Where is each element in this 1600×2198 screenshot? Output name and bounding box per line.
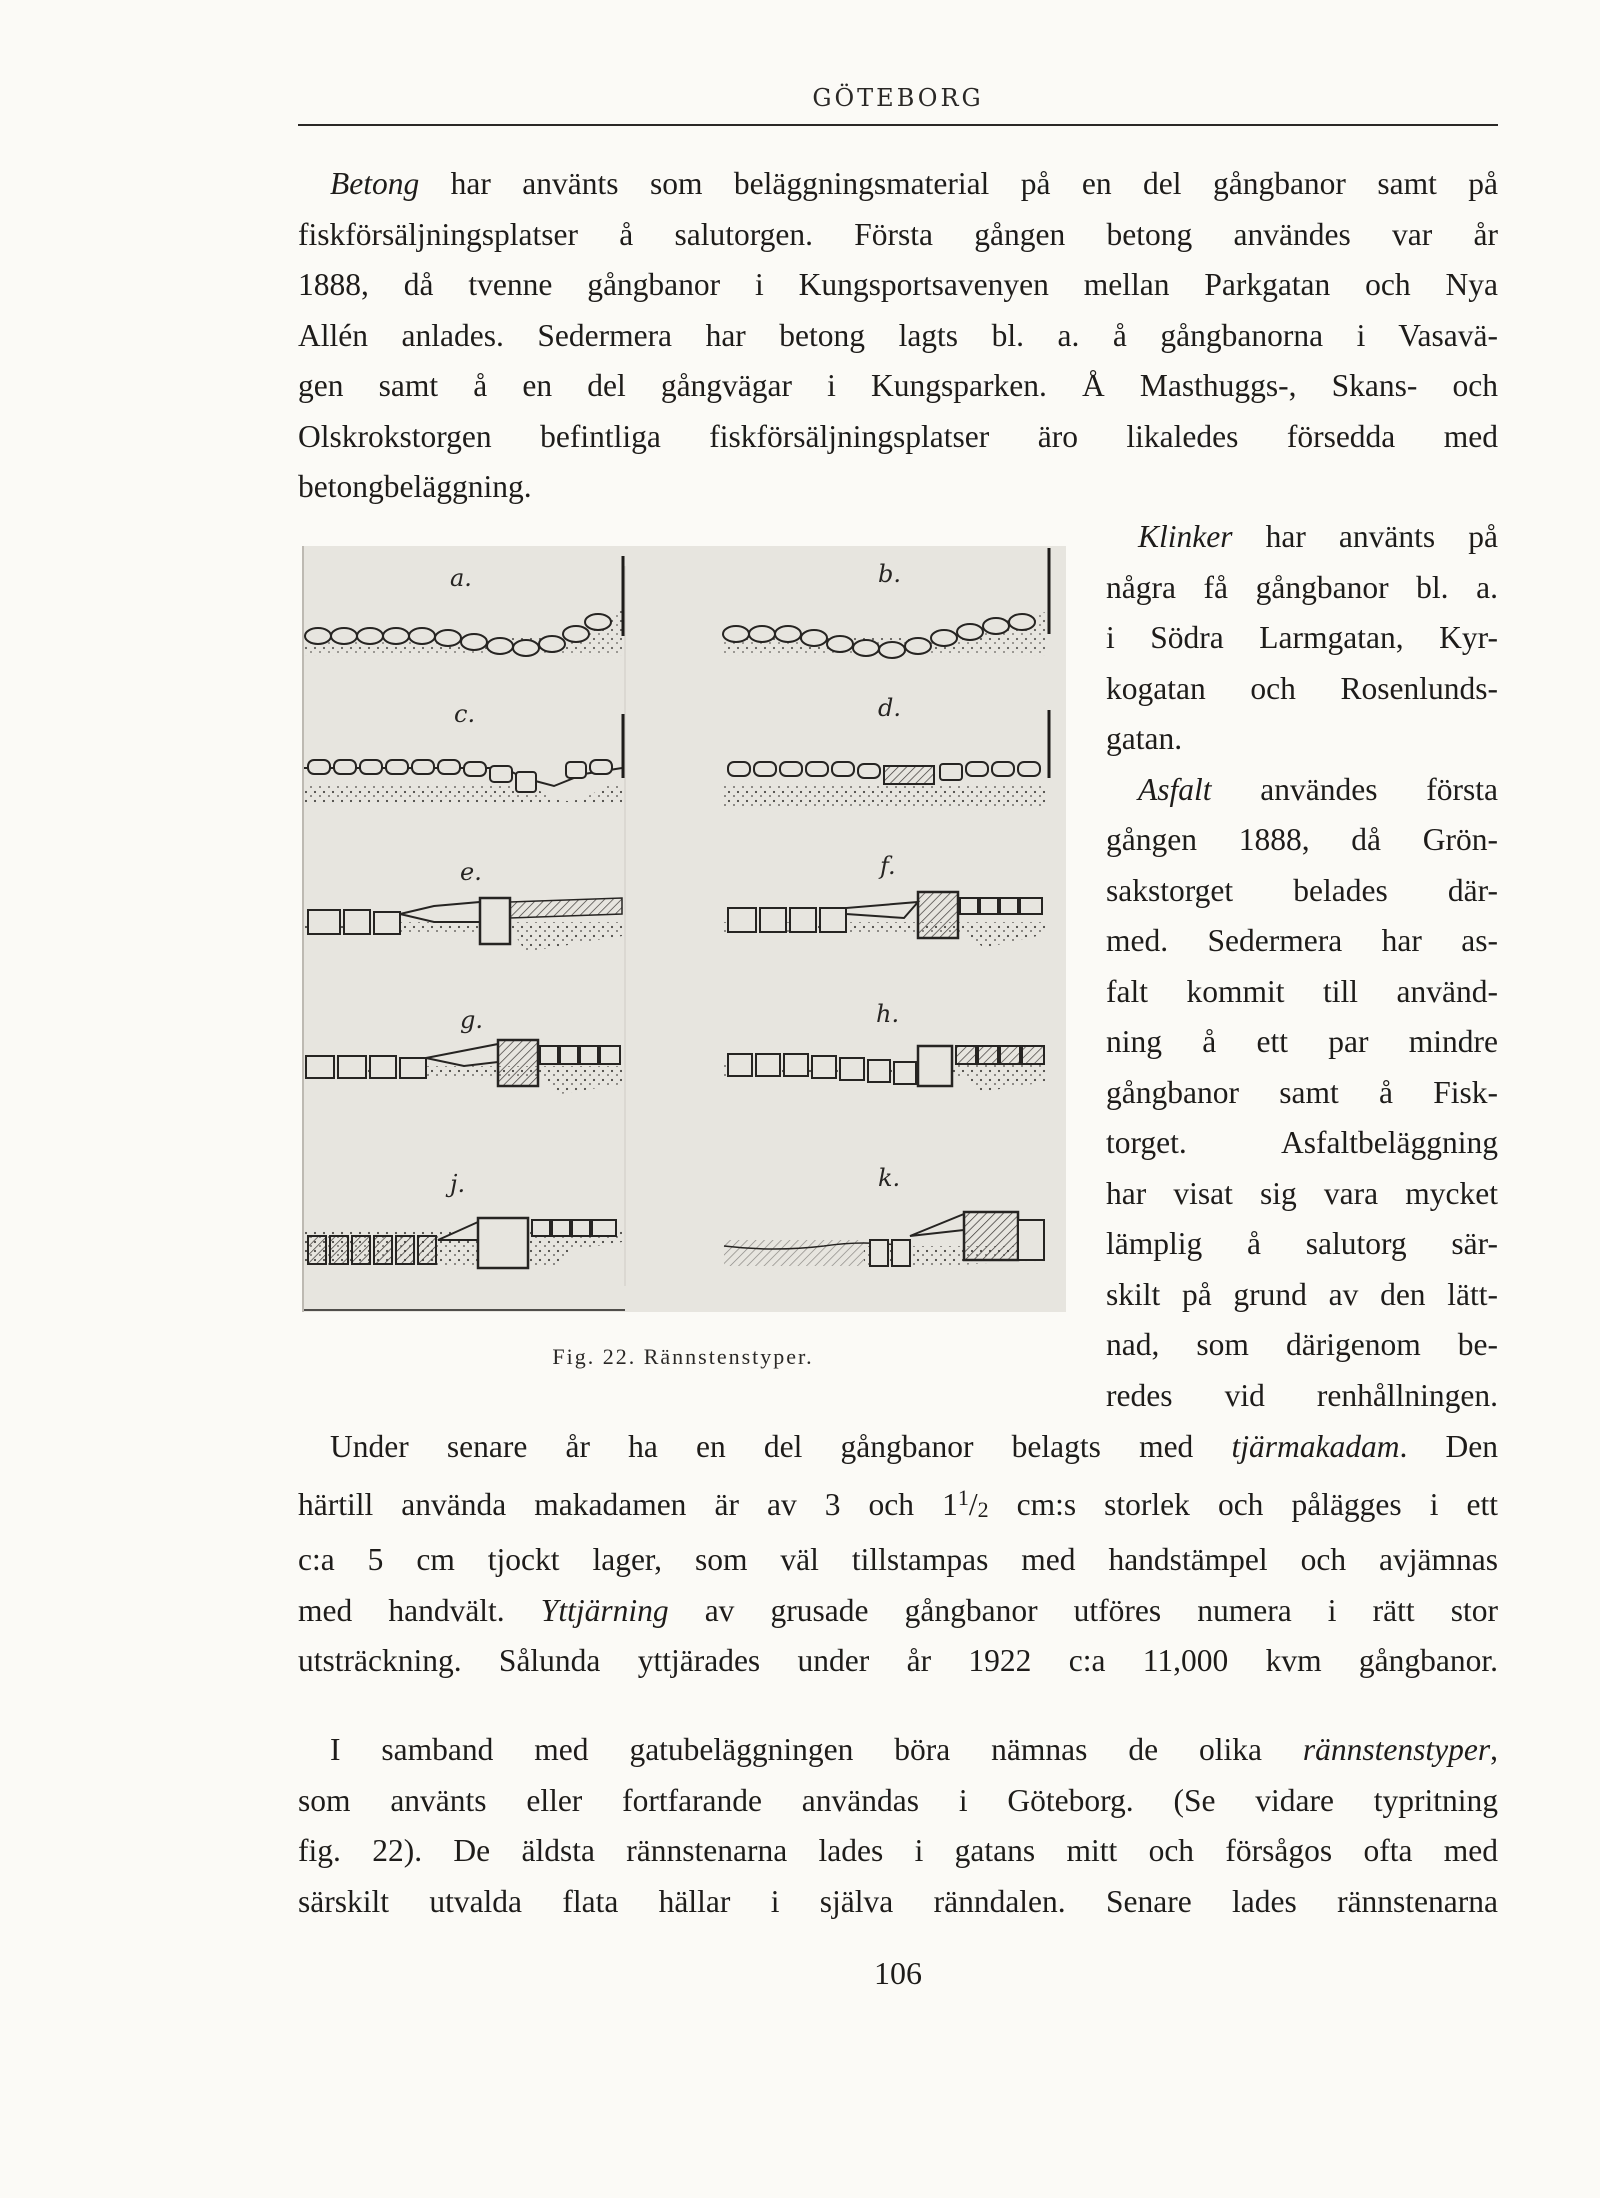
panel-label-b: b.	[878, 560, 901, 588]
side-column	[1106, 512, 1498, 1421]
emphasis-asfalt: Asfalt	[1138, 771, 1212, 807]
gutter-paragraph	[298, 1725, 1498, 1927]
text-line: Under senare år ha en del gångbanor belagts med tjärmakadam. Den	[330, 1429, 1498, 1464]
text-line: gångbanor samt å Fisk-	[1106, 1074, 1498, 1110]
text-line: redes vid renhållningen.	[1106, 1377, 1498, 1413]
emphasis-tjarmakadam: tjärmakadam	[1231, 1429, 1400, 1464]
text-line: falt kommit till använd-	[1106, 973, 1498, 1009]
page-number: 106	[874, 1955, 922, 1991]
text-line: utsträckning. Sålunda yttjärades under år 1922 c:a 11,000 kvm gångbanor.	[298, 1643, 1498, 1678]
text-line: fig. 22). De äldsta rännstenarna lades i gatans mitt och försågos ofta med	[298, 1833, 1498, 1868]
text-line: Olskrokstorgen befintliga fiskförsäljningsplatser äro likaledes försedda med	[298, 418, 1498, 454]
text-line: 1888, då tvenne gångbanor i Kungsportsavenyen mellan Parkgatan och Nya	[298, 267, 1498, 302]
gutter-types-figure	[302, 546, 1066, 1312]
text-line: c:a 5 cm tjockt lager, som väl tillstampas med handstämpel och avjämnas	[298, 1542, 1498, 1577]
text-line: I samband med gatubeläggningen böra nämnas de olika rännstenstyper,	[330, 1732, 1498, 1767]
panel-label-a: a.	[450, 564, 472, 592]
text-line: skilt på grund av den lätt-	[1106, 1276, 1498, 1312]
text-line: Asfalt användes första	[1138, 771, 1498, 807]
panel-label-g: g.	[460, 1006, 483, 1034]
text-line: nad, som därigenom be-	[1106, 1327, 1498, 1362]
text-line: fiskförsäljningsplatser å salutorgen. Första gången betong användes var år	[298, 216, 1498, 252]
panel-label-c: c.	[454, 700, 476, 728]
text-line: Klinker har använts på	[1138, 519, 1498, 554]
text-line: kogatan och Rosenlunds-	[1106, 670, 1498, 706]
panel-label-f: f.	[880, 852, 896, 880]
text-line: lämplig å salutorg sär-	[1106, 1226, 1498, 1261]
text-line: i Södra Larmgatan, Kyr-	[1106, 620, 1498, 655]
text-line: några få gångbanor bl. a.	[1106, 569, 1498, 605]
figure-illustration	[304, 546, 1066, 1312]
text-line: gången 1888, då Grön-	[1106, 822, 1498, 857]
intro-paragraph	[298, 159, 1498, 513]
text-line: Betong har använts som beläggningsmaterial på en del gångbanor samt på	[330, 166, 1498, 201]
text-line: sakstorget belades där-	[1106, 872, 1498, 908]
text-line: härtill använda makadamen är av 3 och $1^1/2$ cm:s storlek och pålägges i ett	[298, 1484, 1498, 1522]
text-line: Allén anlades. Sedermera har betong lagts bl. a. å gångbanorna i Vasavä-	[298, 317, 1498, 353]
fraction-slash: /	[968, 1486, 978, 1522]
text-line: gatan.	[1106, 721, 1183, 756]
panel-label-k: k.	[878, 1164, 901, 1192]
text-line: med handvält. Yttjärning av grusade gångbanor utföres numera i rätt stor	[298, 1592, 1499, 1628]
text-line: ning å ett par mindre	[1106, 1024, 1498, 1059]
text-line: har visat sig vara mycket	[1106, 1175, 1498, 1211]
text-line: som använts eller fortfarande användas i Göteborg. (Se vidare typritning	[298, 1782, 1498, 1818]
fraction-numerator: 1	[957, 1484, 969, 1510]
text-line: särskilt utvalda flata hällar i själva ränndalen. Senare lades rännstenarna	[298, 1883, 1498, 1919]
text-line: torget. Asfaltbeläggning	[1106, 1125, 1498, 1160]
figure-caption: Fig. 22. Rännstenstyper.	[552, 1344, 814, 1369]
panel-label-h: h.	[876, 1000, 900, 1028]
emphasis-betong: Betong	[330, 166, 420, 201]
text-line: gen samt å en del gångvägar i Kungsparken. Å Masthuggs-, Skans- och	[298, 368, 1498, 403]
makadam-paragraph	[298, 1422, 1498, 1687]
emphasis-yttjarning: Yttjärning	[540, 1592, 669, 1628]
panel-label-j: j.	[450, 1170, 466, 1198]
running-title: GÖTEBORG	[812, 84, 984, 112]
fraction-denominator: 2	[977, 1496, 989, 1522]
emphasis-rannstenstyper: rännstenstyper	[1302, 1732, 1491, 1767]
text-line: betongbeläggning.	[298, 469, 532, 504]
panel-label-e: e.	[460, 858, 482, 886]
text-line: med. Sedermera har as-	[1106, 923, 1498, 958]
emphasis-klinker: Klinker	[1138, 519, 1233, 554]
panel-label-d: d.	[878, 694, 901, 722]
header-rule	[298, 124, 1498, 126]
